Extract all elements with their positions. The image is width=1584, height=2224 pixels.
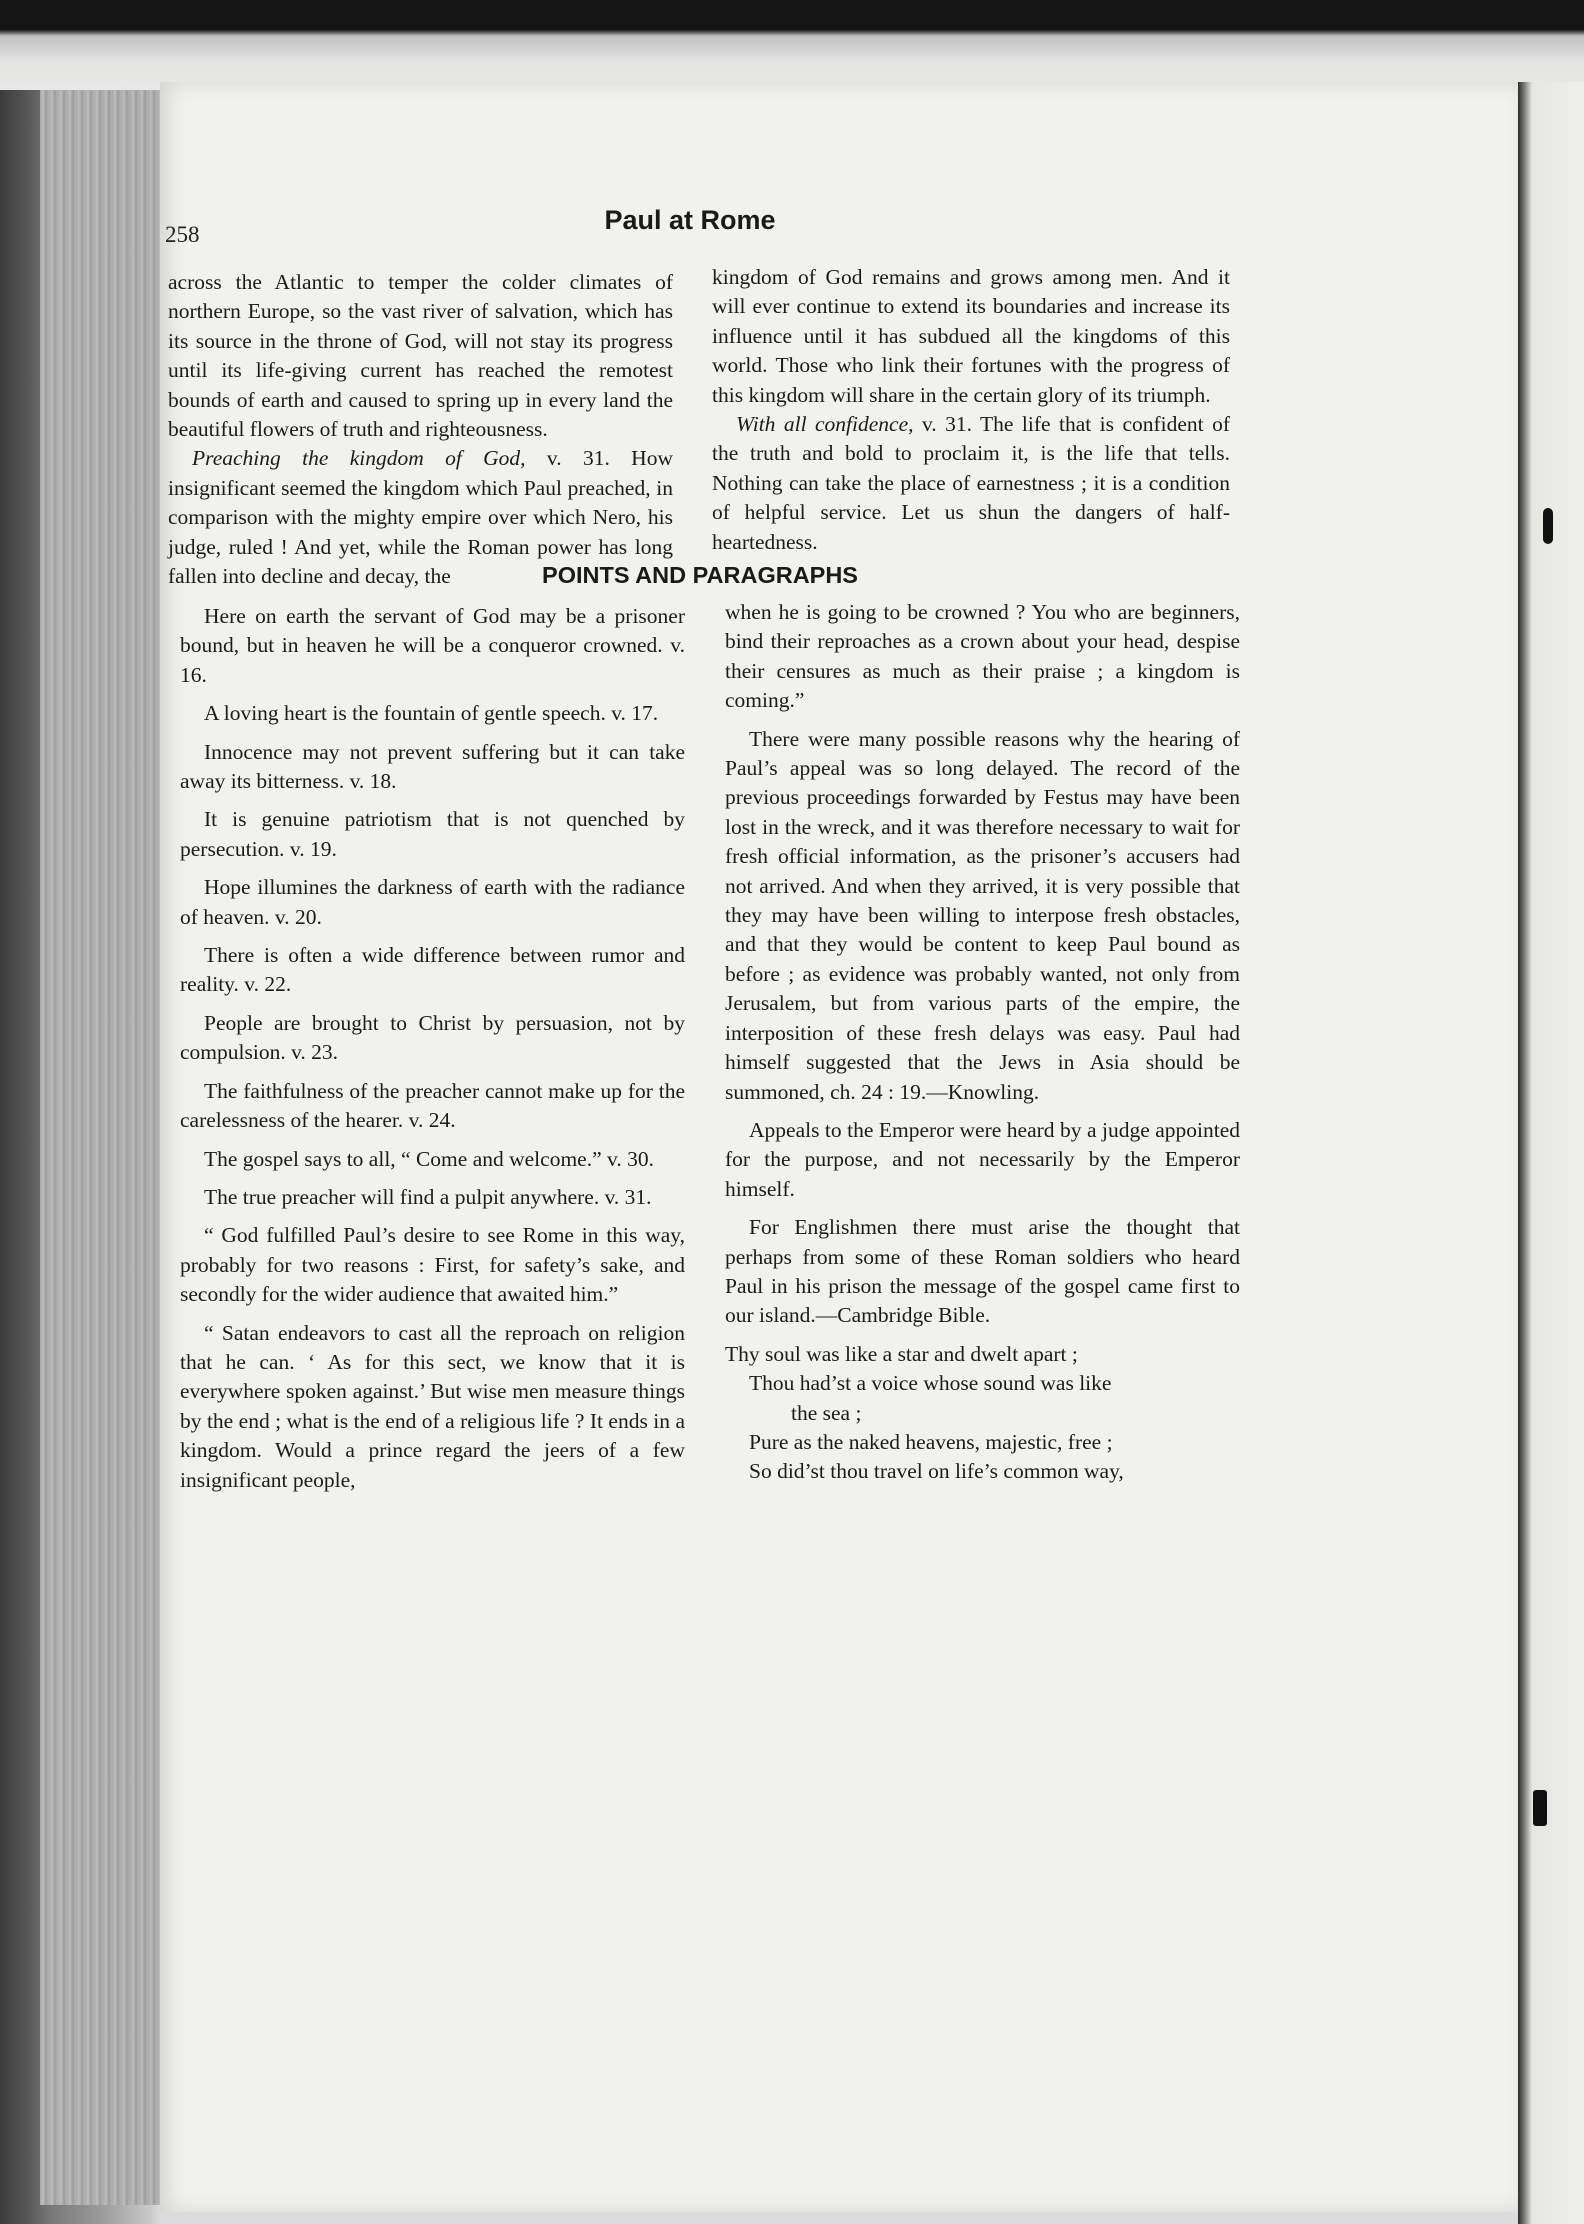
paragraph: across the Atlantic to temper the colder climates of northern Europe, so the vast river of salvation, which has its source in the throne of God, will not stay its progress until its life-giving current has reached the remotest bounds of earth and caused to spring up in every land the beautiful flowers of truth and righteousness. (168, 270, 673, 442)
scanner-top-edge (0, 0, 1584, 30)
top-left-column (168, 268, 673, 591)
verse-block (725, 1340, 1240, 1487)
top-right-column (712, 263, 1230, 557)
point-paragraph: Here on earth the servant of God may be a prisoner bound, but in heaven he will be a conqueror crowned. v. 16. (180, 604, 685, 687)
point-paragraph: Innocence may not prevent suffering but it can take away its bitterness. v. 18. (180, 739, 685, 794)
point-paragraph: People are brought to Christ by persuasion, not by compulsion. v. 23. (180, 1010, 685, 1065)
binding-clip (1533, 1790, 1547, 1826)
verse-line: the sea ; (791, 1400, 862, 1425)
facing-page-edge (1518, 82, 1584, 2224)
paragraph: kingdom of God remains and grows among men. And it will ever continue to extend its boundaries and increase its influence until it has subdued all the kingdoms of this world. Those who link their fortunes with the progress of this kingdom will share in the certain glory of its triumph. (712, 265, 1230, 407)
paragraph-text: v. 31. How insignificant seemed the kingdom which Paul preached, in comparison with the mighty empire over which Nero, his judge, ruled ! And yet, while the Roman power has long fallen into decline and decay, the (168, 446, 673, 589)
point-paragraph: There were many possible reasons why the hearing of Paul’s appeal was so long delayed. The record of the previous proceedings forwarded by Festus may have been lost in the wreck, and it was therefore necessary to wait for fresh official information, as the prisoner’s accusers had not arrived. And when they arrived, it is very possible that they may have been willing to interpose fresh obstacles, and that they would be content to keep Paul bound as before ; as evidence was probably wanted, not only from Jerusalem, but from various parts of the empire, the interposition of these fresh delays was easy. Paul had himself suggested that the Jews in Asia should be summoned, ch. 24 : 19.—Knowling. (725, 726, 1240, 1104)
verse-line: Thou had’st a voice whose sound was like (749, 1371, 1112, 1396)
point-paragraph: A loving heart is the fountain of gentle speech. v. 17. (204, 701, 659, 726)
verse-line: Pure as the naked heavens, majestic, free ; (749, 1429, 1113, 1454)
point-paragraph: when he is going to be crowned ? You who are beginners, bind their reproaches as a crown about your head, despise their censures as much as their praise ; a kingdom is coming.” (725, 600, 1240, 713)
point-paragraph: The gospel says to all, “ Come and welcome.” v. 30. (204, 1146, 654, 1171)
page-top-fold (0, 30, 1584, 90)
verse-line: So did’st thou travel on life’s common way, (749, 1459, 1124, 1484)
binding-mark (1543, 508, 1553, 544)
point-paragraph: The true preacher will find a pulpit anywhere. v. 31. (204, 1184, 652, 1209)
point-paragraph: The faithfulness of the preacher cannot make up for the carelessness of the hearer. v. 24. (180, 1078, 685, 1133)
point-paragraph: For Englishmen there must arise the thought that perhaps from some of these Roman soldiers who heard Paul in his prison the message of the gospel came first to our island.—Cambridge Bible. (725, 1215, 1240, 1328)
point-paragraph: Appeals to the Emperor were heard by a judge appointed for the purpose, and not necessarily by the Emperor himself. (725, 1117, 1240, 1201)
point-paragraph: Hope illumines the darkness of earth with the radiance of heaven. v. 20. (180, 875, 685, 929)
section-heading: POINTS AND PARAGRAPHS (542, 562, 858, 588)
paragraph-text: v. 31. The life that is confident of the truth and bold to proclaim it, is the life that tells. Nothing can take the place of earnestness ; it is a condition of helpful service. Let us shun the dangers of half-heartedness. (712, 412, 1230, 554)
point-paragraph: There is often a wide difference between rumor and reality. v. 22. (180, 943, 685, 997)
page-number: 258 (165, 222, 200, 247)
points-right-column (725, 598, 1240, 1487)
point-paragraph: “ Satan endeavors to cast all the reproach on religion that he can. ‘ As for this sect, we know that it is everywhere spoken against.’ But wise men measure things by the end ; what is the end of a religious life ? It ends in a kingdom. Would a prince regard the jeers of a few insignificant people, (180, 1320, 685, 1492)
paragraph (712, 410, 1230, 557)
running-head: Paul at Rome (604, 205, 776, 235)
point-paragraph: It is genuine patriotism that is not quenched by persecution. v. 19. (180, 807, 685, 861)
points-left-column (180, 602, 685, 1504)
point-paragraph: “ God fulfilled Paul’s desire to see Rome in this way, probably for two reasons : First, for safety’s sake, and secondly for the wider audience that awaited him.” (180, 1223, 685, 1307)
verse-line: Thy soul was like a star and dwelt apart ; (725, 1341, 1078, 1366)
italic-lead: Preaching the kingdom of God, (192, 446, 526, 471)
italic-lead: With all confidence, (736, 412, 914, 437)
